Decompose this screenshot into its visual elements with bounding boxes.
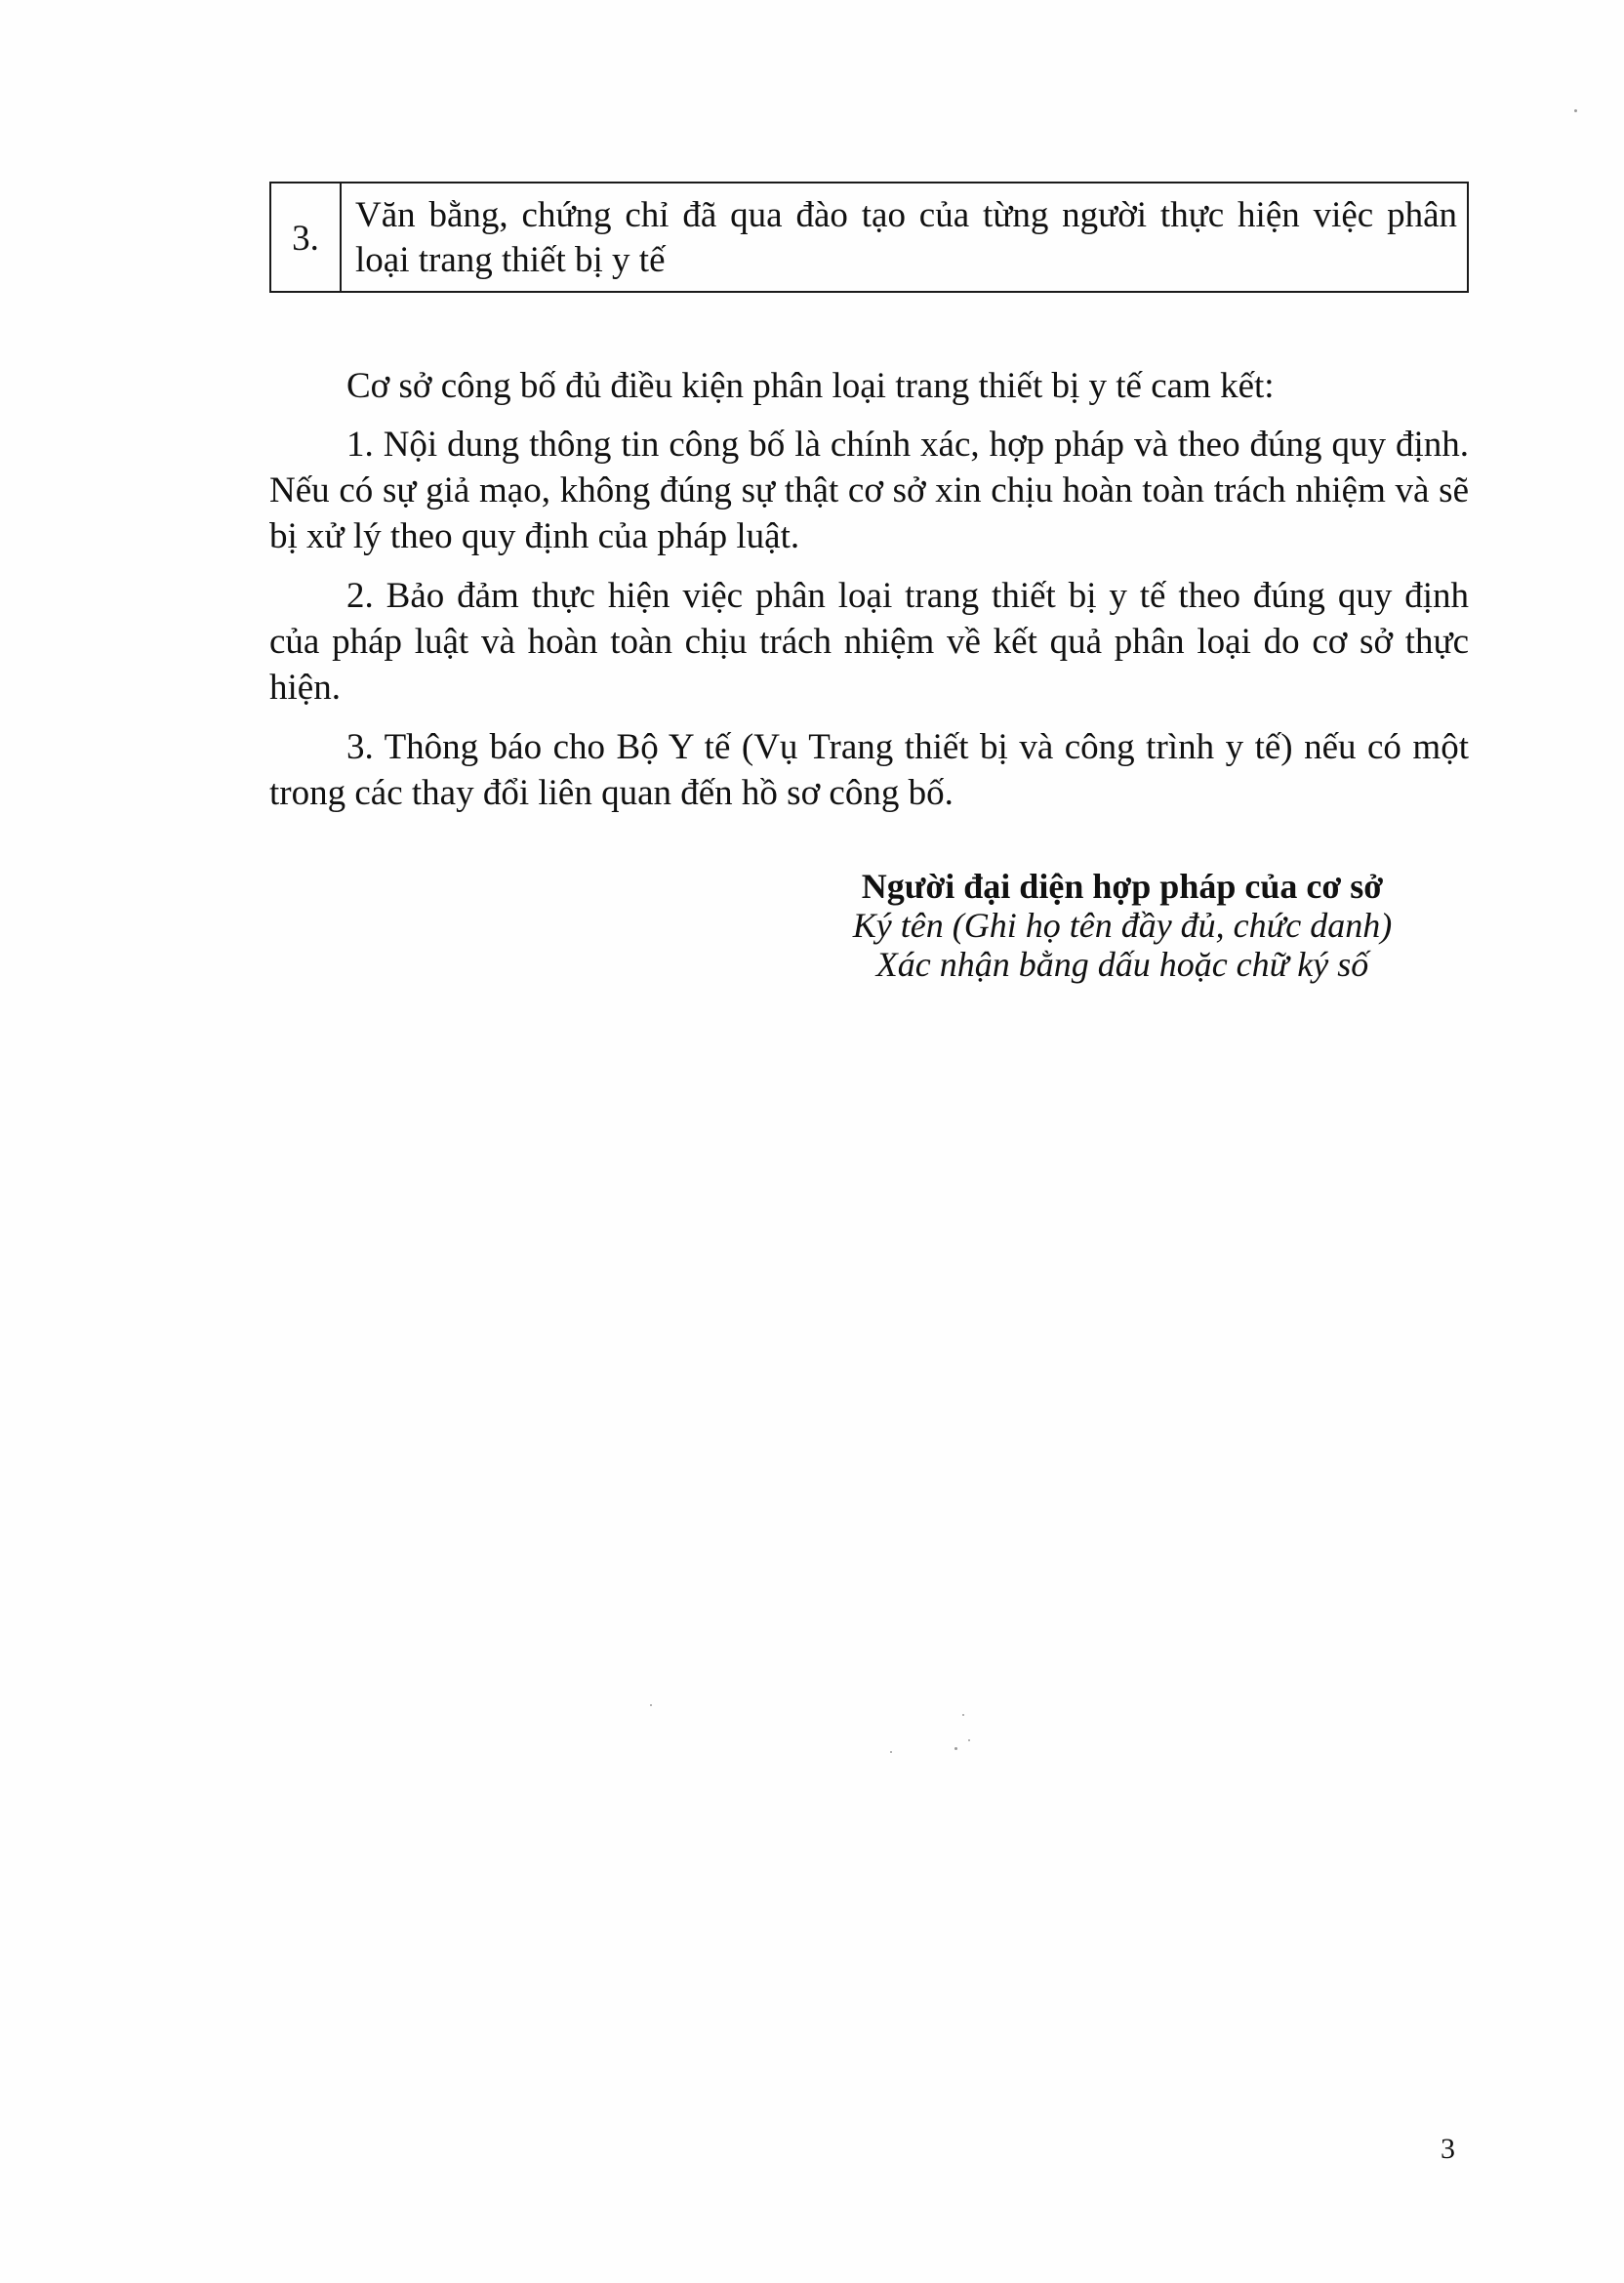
scan-speck bbox=[650, 1704, 652, 1706]
signature-title: Người đại diện hợp pháp của cơ sở bbox=[861, 867, 1384, 906]
commitment-intro: Cơ sở công bố đủ điều kiện phân loại trang thiết bị y tế cam kết: bbox=[346, 366, 1275, 406]
signature-confirmation: Xác nhận bằng dấu hoặc chữ ký số bbox=[875, 945, 1369, 984]
scan-speck bbox=[968, 1739, 970, 1741]
row-number: 3. bbox=[270, 183, 341, 292]
page-number: 3 bbox=[1441, 2133, 1455, 2165]
table-row bbox=[270, 183, 1468, 292]
scan-speck bbox=[954, 1747, 957, 1750]
commitment-item-2: 2. Bảo đảm thực hiện việc phân loại trang thiết bị y tế theo đúng quy định của pháp luật và hoàn toàn chịu trách nhiệm về kết quả phân loại do cơ sở thực hiện. bbox=[269, 576, 1469, 708]
row-content: Văn bằng, chứng chỉ đã qua đào tạo của từng người thực hiện việc phân loại trang thiết bị y tế bbox=[341, 183, 1468, 292]
scan-speck bbox=[890, 1751, 892, 1753]
commitment-item-1: 1. Nội dung thông tin công bố là chính xác, hợp pháp và theo đúng quy định. Nếu có sự giả mạo, không đúng sự thật cơ sở xin chịu hoàn toàn trách nhiệm và sẽ bị xử lý theo quy định của pháp luật. bbox=[269, 425, 1469, 556]
document-table bbox=[269, 182, 1469, 293]
signature-instruction: Ký tên (Ghi họ tên đầy đủ, chức danh) bbox=[852, 906, 1393, 945]
scan-speck bbox=[962, 1714, 964, 1716]
signature-block bbox=[800, 867, 1444, 984]
scan-speck bbox=[1574, 109, 1577, 112]
commitment-item-3: 3. Thông báo cho Bộ Y tế (Vụ Trang thiết bị và công trình y tế) nếu có một trong các thay đổi liên quan đến hồ sơ công bố. bbox=[269, 727, 1469, 813]
commitment-list bbox=[269, 422, 1469, 830]
